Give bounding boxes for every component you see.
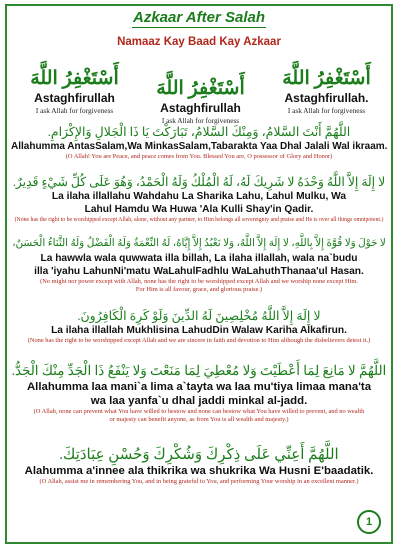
istighfar-column-3	[264, 68, 389, 115]
dua-block-3	[11, 236, 387, 294]
dua-transliteration: Allahumma AntasSalam,Wa MinkasSalam,Tabarakta Yaa Dhal Jalali Wal ikraam.	[11, 141, 388, 152]
dua-translation: (None has the right to be worshipped except Allah, alone, without any partner, to Him belongs all sovereignty and praise and He is over all things omnipotent.)	[14, 217, 384, 223]
istighfar-transliteration: Astaghfirullah	[160, 101, 241, 115]
dua-block-2	[11, 174, 387, 224]
dua-arabic: اللَّهُمَّ لا مَانِعَ لِمَا أَعْطَيْتَ وَلا مُعْطِيَ لِمَا مَنَعْتَ وَلا يَنْفَعُ ذَا الْجَدِّ مِنْكَ الْجَدُّ.	[11, 363, 387, 378]
istighfar-arabic: أَسْتَغْفِرُ اللَّهَ	[156, 78, 245, 99]
istighfar-transliteration: Astaghfirullah	[34, 91, 115, 105]
dua-block-6	[11, 446, 387, 486]
dua-transliteration: Lahul Hamdu Wa Huwa 'Ala Kulli Shay'in Qadir.	[84, 204, 314, 215]
dua-translation: For Him is all favour, grace, and glorious praise.)	[135, 286, 263, 293]
dua-translation: or majesty can benefit anyone, as from You is all wealth and majesty.)	[109, 416, 289, 423]
dua-arabic: لا إِلَهَ إِلاَّ اللَّهُ وَحْدَهُ لا شَرِيكَ لَهُ، لَهُ الْمُلْكُ وَلَهُ الْحَمْدُ، وَهُوَ عَلَى كُلِّ شَيْءٍ قَدِيرٌ.	[12, 175, 386, 189]
dua-translation: (No might nor power except with Allah, none has the right to be worshipped except Allah and we worship none except Him.	[40, 278, 358, 285]
page-frame	[5, 4, 393, 544]
dua-arabic: لا إِلَهَ إِلاَّ اللَّهُ مُخْلِصِينَ لَهُ الدِّينَ وَلَوْ كَرِهَ الْكَافِرُونَ.	[77, 309, 321, 323]
istighfar-translation: I ask Allah for forgiveness	[161, 116, 240, 125]
dua-arabic: لا حَوْلَ وَلا قُوَّةَ إِلاَّ بِاللَّهِ، لا إِلَهَ إِلاَّ اللَّهُ، وَلا نَعْبُدُ إِلاَّ إِيَّاهُ، لَهُ النِّعْمَةُ وَلَهُ الْفَضْلُ وَلَهُ الثَّنَاءُ الْحَسَنُ،	[12, 238, 386, 249]
dua-translation: (O Allah, assist me in remembering You, and in being grateful to You, and performing Your worship in an excellent manner.)	[39, 478, 359, 485]
istighfar-arabic: أَسْتَغْفِرُ اللَّهَ	[282, 68, 371, 89]
dua-arabic: اللَّهُمَّ أَنْتَ السَّلامُ، وَمِنْكَ السَّلامُ، تَبَارَكْتَ يَا ذَا الْجَلالِ وَالإِكْرَامِ.	[47, 125, 351, 139]
dua-transliteration: La hawwla wala quwwata illa billah, La ilaha illallah, wala na`budu	[40, 253, 358, 264]
dua-translation: (O Allah, none can prevent what You have willed to bestow and none can bestow what You have willed to prevent, and no wealth	[33, 408, 365, 415]
istighfar-translation: I ask Allah for forgiveness	[287, 106, 366, 115]
title-underline	[132, 27, 266, 28]
istighfar-translation: I ask Allah for forgiveness	[35, 106, 114, 115]
dua-arabic: اللَّهُمَّ أَعِنِّي عَلَى ذِكْرِكَ وَشُكْرِكَ وَحُسْنِ عِبَادَتِكَ.	[59, 447, 339, 463]
istighfar-arabic: أَسْتَغْفِرُ اللَّهَ	[30, 68, 119, 89]
istighfar-column-2	[138, 78, 263, 125]
istighfar-transliteration: Astaghfirullah.	[284, 91, 369, 105]
dua-transliteration: illa 'iyahu LahunNi'matu WaLahulFadhlu WaLahuthThanaa'ul Hasan.	[34, 266, 364, 277]
dua-translation: (None has the right to be worshipped except Allah and we are sincere in faith and devotion to Him although the disbelievers detest it.)	[27, 337, 371, 344]
dua-transliteration: Allahumma laa mani`a lima a`tayta wa laa mu'tiya limaa mana'ta	[26, 381, 372, 393]
dua-transliteration: wa laa yanfa`u dhal jaddi minkal al-jadd.	[90, 395, 308, 407]
dua-translation: (O Allah! You are Peace, and peace comes from You. Blessed You are, O possessor of Glory and Honor)	[65, 153, 333, 160]
page-subtitle: Namaaz Kay Baad Kay Azkaar	[117, 36, 281, 48]
dua-transliteration: La ilaha illallahu Wahdahu La Sharika Lahu, Lahul Mulku, Wa	[51, 191, 347, 202]
dua-transliteration: La ilaha illallah Mukhlisina LahudDin Walaw Kariha Alkafirun.	[51, 325, 347, 336]
dua-transliteration: Alahumma a'innee ala thikrika wa shukrika Wa Husni E'baadatik.	[24, 465, 374, 477]
dua-block-4	[11, 308, 387, 345]
istighfar-column-1	[12, 68, 137, 115]
page-number-badge: 1	[357, 510, 381, 534]
dua-block-5	[11, 362, 387, 424]
page-title: Azkaar After Salah	[133, 9, 265, 26]
dua-block-1	[11, 124, 387, 161]
